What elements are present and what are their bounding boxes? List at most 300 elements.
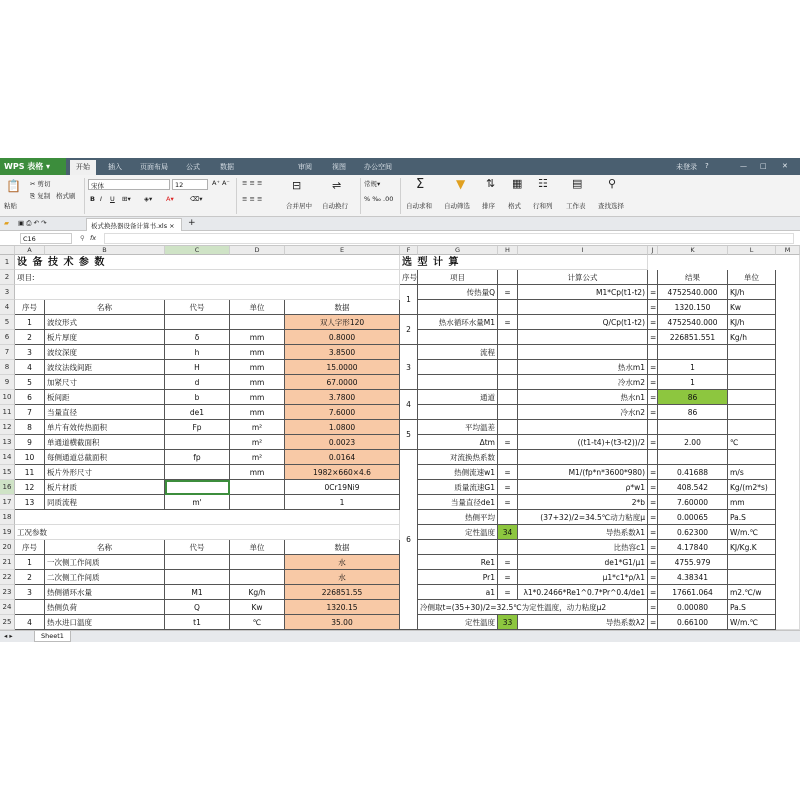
param-unit[interactable]: mm [230, 360, 285, 375]
condition-value[interactable]: 35.00 [285, 615, 400, 630]
calc-unit[interactable] [728, 375, 776, 390]
paste-button[interactable]: 粘贴 [4, 202, 17, 210]
calc-unit[interactable]: KJ/Kg.K [728, 540, 776, 555]
calc-eq2[interactable] [648, 345, 658, 360]
row-header[interactable]: 15 [0, 465, 15, 480]
column-header[interactable]: B [45, 246, 165, 255]
row-header[interactable]: 20 [0, 540, 15, 555]
column-header[interactable]: E [285, 246, 400, 255]
calc-result[interactable]: 2.00 [658, 435, 728, 450]
row-header[interactable]: 11 [0, 405, 15, 420]
calc-header[interactable]: 结果 [658, 270, 728, 285]
format-icon[interactable]: ▦ [512, 177, 523, 190]
calc-eq2[interactable]: = [648, 510, 658, 525]
calc-unit[interactable]: m2.℃/w [728, 585, 776, 600]
column-m[interactable] [776, 255, 800, 630]
worksheet-icon[interactable]: ▤ [572, 177, 583, 190]
calc-unit[interactable]: Pa.S [728, 510, 776, 525]
row-header[interactable]: 17 [0, 495, 15, 510]
row-header[interactable]: 12 [0, 420, 15, 435]
calc-formula[interactable]: M1/(fp*n*3600*980) [518, 465, 648, 480]
calc-formula[interactable] [518, 450, 648, 465]
column-header[interactable]: M [776, 246, 800, 255]
param-unit[interactable]: mm [230, 330, 285, 345]
font-size-select[interactable]: 12 [172, 179, 208, 190]
param-value[interactable]: 双人字形120 [285, 315, 400, 330]
calc-result[interactable]: 86 [658, 390, 728, 405]
app-menu-button[interactable]: WPS 表格 ▾ [0, 158, 66, 175]
font-color-icon[interactable]: A▾ [166, 195, 174, 203]
minimize-icon[interactable]: — [740, 162, 747, 170]
calc-eq[interactable] [498, 300, 518, 315]
calc-item[interactable]: 传热量Q [418, 285, 498, 300]
calc-eq[interactable] [498, 345, 518, 360]
calc-unit[interactable]: Kw [728, 300, 776, 315]
calc-unit[interactable]: KJ/h [728, 315, 776, 330]
empty-row[interactable] [15, 510, 400, 525]
calc-formula[interactable]: de1*G1/μ1 [518, 555, 648, 570]
param-code[interactable]: Fp [165, 420, 230, 435]
calc-eq2[interactable]: = [648, 285, 658, 300]
column-header[interactable]: L [728, 246, 776, 255]
calc-eq[interactable]: 33 [498, 615, 518, 630]
calc-header[interactable] [648, 270, 658, 285]
param-unit[interactable]: mm [230, 405, 285, 420]
row-no[interactable]: 2 [15, 330, 45, 345]
sigma-icon[interactable]: Σ [416, 177, 425, 192]
param-value[interactable]: 15.0000 [285, 360, 400, 375]
zoom-icon[interactable]: ⚲ [80, 234, 85, 242]
row-header[interactable]: 18 [0, 510, 15, 525]
param-unit[interactable]: mm [230, 375, 285, 390]
calc-item[interactable] [418, 300, 498, 315]
selected-cell[interactable] [165, 480, 230, 495]
calc-eq2[interactable]: = [648, 525, 658, 540]
calc-eq2[interactable] [648, 420, 658, 435]
login-status[interactable]: 未登录 [676, 163, 697, 171]
row-no[interactable]: 12 [15, 480, 45, 495]
calc-eq[interactable]: = [498, 495, 518, 510]
calc-formula[interactable]: 导热系数λ2 [518, 615, 648, 630]
param-code[interactable]: δ [165, 330, 230, 345]
calc-result[interactable]: 4752540.000 [658, 285, 728, 300]
copy-button[interactable]: ⎘ 复制 [30, 192, 51, 200]
conditions-label[interactable]: 工况参数 [15, 525, 400, 540]
tab-insert[interactable]: 插入 [108, 163, 122, 171]
condition-name[interactable]: 热侧负荷 [45, 600, 165, 615]
calc-formula[interactable] [518, 330, 648, 345]
param-name[interactable]: 每侧通道总截面积 [45, 450, 165, 465]
bold-icon[interactable]: B [90, 195, 95, 203]
align-left-icon[interactable]: ≡ ≡ ≡ [242, 195, 263, 203]
row-header[interactable]: 16 [0, 480, 15, 495]
folder-icon[interactable]: ▰ [4, 219, 9, 227]
row-no[interactable]: 3 [15, 345, 45, 360]
param-value[interactable]: 1982×660×4.6 [285, 465, 400, 480]
close-icon[interactable]: ✕ [782, 162, 788, 170]
number-format-icon[interactable]: 常规▾ [364, 180, 381, 188]
calc-formula[interactable]: 导热系数λ1 [518, 525, 648, 540]
row-no[interactable]: 8 [15, 420, 45, 435]
calc-result[interactable]: 4.17840 [658, 540, 728, 555]
calc-header[interactable]: 序号 [400, 270, 418, 285]
tab-view[interactable]: 视图 [332, 163, 346, 171]
autofilter-button[interactable]: 自动筛选 [444, 202, 470, 210]
row-header[interactable]: 21 [0, 555, 15, 570]
column-header[interactable]: D [230, 246, 285, 255]
align-top-icon[interactable]: ≡ ≡ ≡ [242, 179, 263, 187]
row-no[interactable]: 6 [15, 390, 45, 405]
calc-result[interactable]: 4752540.000 [658, 315, 728, 330]
row-no[interactable]: 3 [15, 585, 45, 600]
calc-unit[interactable]: Kg/h [728, 330, 776, 345]
calc-item[interactable]: 热侧流速w1 [418, 465, 498, 480]
param-name[interactable]: 加紧尺寸 [45, 375, 165, 390]
param-value[interactable]: 0.0023 [285, 435, 400, 450]
border-icon[interactable]: ⊞▾ [122, 195, 131, 203]
calc-result[interactable]: 4755.979 [658, 555, 728, 570]
calc-unit[interactable]: Kg/(m2*s) [728, 480, 776, 495]
wrap-text-button[interactable]: 自动换行 [322, 202, 348, 210]
find-select-button[interactable]: 查找选择 [598, 202, 624, 210]
calc-eq[interactable]: 34 [498, 525, 518, 540]
row-header[interactable]: 23 [0, 585, 15, 600]
table-header[interactable]: 数据 [285, 300, 400, 315]
param-name[interactable]: 波纹深度 [45, 345, 165, 360]
percent-icon[interactable]: % ‰ .00 [364, 195, 394, 203]
column-header[interactable]: K [658, 246, 728, 255]
sheet-nav-icon[interactable]: ◂ ▸ [4, 632, 13, 640]
row-no[interactable]: 9 [15, 435, 45, 450]
condition-unit[interactable] [230, 570, 285, 585]
calc-eq[interactable] [498, 405, 518, 420]
condition-value[interactable]: 1320.15 [285, 600, 400, 615]
sheet-tab[interactable]: Sheet1 [34, 631, 71, 642]
tab-home[interactable]: 开始 [70, 160, 96, 175]
calc-result[interactable]: 226851.551 [658, 330, 728, 345]
calc-unit[interactable] [728, 570, 776, 585]
calc-header[interactable] [498, 270, 518, 285]
table-header[interactable]: 代号 [165, 300, 230, 315]
condition-name[interactable]: 一次侧工作间质 [45, 555, 165, 570]
binoculars-icon[interactable]: ⚲ [608, 177, 617, 190]
row-no[interactable]: 7 [15, 405, 45, 420]
block-no[interactable]: 3 [400, 345, 418, 390]
calc-unit[interactable]: KJ/h [728, 285, 776, 300]
param-code[interactable]: h [165, 345, 230, 360]
calc-unit[interactable]: W/m.℃ [728, 525, 776, 540]
param-name[interactable]: 单片有效传热面积 [45, 420, 165, 435]
calc-unit[interactable]: Pa.S [728, 600, 776, 615]
condition-code[interactable]: M1 [165, 585, 230, 600]
row-header[interactable]: 5 [0, 315, 15, 330]
row-no[interactable]: 2 [15, 570, 45, 585]
condition-code[interactable]: t1 [165, 615, 230, 630]
row-header[interactable]: 1 [0, 255, 15, 270]
param-name[interactable]: 波纹形式 [45, 315, 165, 330]
calc-eq[interactable]: = [498, 465, 518, 480]
param-code[interactable]: m' [165, 495, 230, 510]
row-header[interactable]: 2 [0, 270, 15, 285]
row-header[interactable]: 10 [0, 390, 15, 405]
calc-result[interactable]: 0.41688 [658, 465, 728, 480]
param-name[interactable]: 板片厚度 [45, 330, 165, 345]
condition-code[interactable] [165, 570, 230, 585]
row-no[interactable]: 4 [15, 360, 45, 375]
block-no[interactable]: 5 [400, 420, 418, 450]
calc-formula[interactable] [518, 300, 648, 315]
condition-name[interactable]: 热侧循环水量 [45, 585, 165, 600]
calc-result[interactable] [658, 345, 728, 360]
name-box[interactable]: C16 [20, 233, 72, 244]
condition-unit[interactable] [230, 555, 285, 570]
wrap-icon[interactable]: ⇌ [332, 179, 342, 192]
select-all-corner[interactable] [0, 246, 15, 255]
calc-unit[interactable] [728, 360, 776, 375]
font-name-select[interactable]: 宋体 [88, 179, 170, 190]
sheet-grid[interactable] [0, 246, 800, 630]
calc-eq2[interactable]: = [648, 360, 658, 375]
calc-unit[interactable] [728, 555, 776, 570]
tab-page-layout[interactable]: 页面布局 [140, 163, 168, 171]
param-code[interactable] [165, 435, 230, 450]
calc-eq2[interactable] [648, 450, 658, 465]
row-header[interactable]: 3 [0, 285, 15, 300]
sort-icon[interactable]: ⇅ [486, 177, 496, 190]
param-name[interactable]: 波纹法线间距 [45, 360, 165, 375]
row-header[interactable]: 7 [0, 345, 15, 360]
document-tab[interactable]: 板式换热器设备计算书.xls × [86, 218, 182, 231]
table-header[interactable]: 名称 [45, 300, 165, 315]
calc-formula[interactable] [518, 345, 648, 360]
column-header[interactable]: G [418, 246, 498, 255]
calc-result[interactable]: 408.542 [658, 480, 728, 495]
calc-eq2[interactable]: = [648, 330, 658, 345]
merge-icon[interactable]: ⊟ [292, 179, 302, 192]
calc-item[interactable]: Re1 [418, 555, 498, 570]
block-no[interactable]: 1 [400, 285, 418, 315]
param-unit[interactable]: m² [230, 435, 285, 450]
condition-unit[interactable]: ℃ [230, 615, 285, 630]
calc-unit[interactable] [728, 420, 776, 435]
row-header[interactable]: 22 [0, 570, 15, 585]
param-value[interactable]: 0Cr19Ni9 [285, 480, 400, 495]
calc-unit[interactable]: mm [728, 495, 776, 510]
calc-formula[interactable]: Q/Cp(t1-t2) [518, 315, 648, 330]
tab-data[interactable]: 数据 [220, 163, 234, 171]
param-unit[interactable]: m² [230, 450, 285, 465]
param-unit[interactable] [230, 495, 285, 510]
table-header[interactable]: 序号 [15, 300, 45, 315]
calc-unit[interactable] [728, 390, 776, 405]
calc-eq[interactable]: = [498, 315, 518, 330]
calc-item[interactable]: Δtm [418, 435, 498, 450]
calc-item[interactable]: 通道 [418, 390, 498, 405]
format-painter-button[interactable]: 格式刷 [56, 192, 76, 200]
calc-item[interactable]: 热水循环水量M1 [418, 315, 498, 330]
calc-item[interactable]: 当量直径de1 [418, 495, 498, 510]
calc-unit[interactable] [728, 345, 776, 360]
calc-header[interactable]: 计算公式 [518, 270, 648, 285]
clear-format-icon[interactable]: ⌫▾ [190, 195, 203, 203]
calc-item[interactable]: a1 [418, 585, 498, 600]
row-header[interactable]: 9 [0, 375, 15, 390]
calc-result[interactable] [658, 420, 728, 435]
calc-unit[interactable]: W/m.℃ [728, 615, 776, 630]
calc-item[interactable]: 冷侧取t=(35+30)/2=32.5℃为定性温度，动力粘度μ2 [418, 600, 648, 615]
tab-formulas[interactable]: 公式 [186, 163, 200, 171]
calc-item[interactable] [418, 330, 498, 345]
block-no[interactable]: 6 [400, 450, 418, 630]
row-header[interactable]: 25 [0, 615, 15, 630]
row-header[interactable]: 6 [0, 330, 15, 345]
calc-eq[interactable] [498, 420, 518, 435]
column-header[interactable]: A [15, 246, 45, 255]
calc-formula[interactable]: λ1*0.2466*Re1^0.7*Pr^0.4/de1 [518, 585, 648, 600]
calc-eq[interactable] [498, 330, 518, 345]
right-title[interactable]: 选 型 计 算 [400, 255, 648, 270]
calc-item[interactable]: 定性温度 [418, 525, 498, 540]
param-value[interactable]: 0.0164 [285, 450, 400, 465]
table-header[interactable]: 序号 [15, 540, 45, 555]
calc-eq2[interactable]: = [648, 375, 658, 390]
calc-eq[interactable]: = [498, 585, 518, 600]
italic-icon[interactable]: I [100, 195, 102, 203]
autosum-button[interactable]: 自动求和 [406, 202, 432, 210]
calc-unit[interactable] [728, 405, 776, 420]
condition-code[interactable]: Q [165, 600, 230, 615]
calc-formula[interactable]: 冷水m2 [518, 375, 648, 390]
param-value[interactable]: 7.6000 [285, 405, 400, 420]
param-unit[interactable]: mm [230, 390, 285, 405]
calc-item[interactable] [418, 540, 498, 555]
left-title[interactable]: 设 备 技 术 参 数 [15, 255, 400, 270]
param-name[interactable]: 单通道横截面积 [45, 435, 165, 450]
calc-eq2[interactable]: = [648, 300, 658, 315]
empty-row[interactable] [15, 285, 400, 300]
calc-unit[interactable] [728, 450, 776, 465]
calc-formula[interactable]: 比热容c1 [518, 540, 648, 555]
condition-unit[interactable]: Kw [230, 600, 285, 615]
param-unit[interactable]: mm [230, 345, 285, 360]
row-no[interactable]: 4 [15, 615, 45, 630]
column-header[interactable]: I [518, 246, 648, 255]
calc-eq[interactable] [498, 375, 518, 390]
font-grow-icon[interactable]: A⁺ A⁻ [212, 179, 230, 187]
row-no[interactable] [15, 600, 45, 615]
condition-unit[interactable]: Kg/h [230, 585, 285, 600]
calc-result[interactable]: 1 [658, 360, 728, 375]
row-no[interactable]: 1 [15, 555, 45, 570]
calc-item[interactable]: 定性温度 [418, 615, 498, 630]
calc-unit[interactable]: m/s [728, 465, 776, 480]
calc-eq[interactable] [498, 540, 518, 555]
calc-result[interactable]: 4.38341 [658, 570, 728, 585]
maximize-icon[interactable]: □ [760, 162, 767, 170]
calc-eq[interactable]: = [498, 555, 518, 570]
block-no[interactable]: 4 [400, 390, 418, 420]
rowcol-button[interactable]: 行和列 [533, 202, 553, 210]
row-header[interactable]: 19 [0, 525, 15, 540]
row-header[interactable]: 24 [0, 600, 15, 615]
worksheet-button[interactable]: 工作表 [566, 202, 586, 210]
calc-eq2[interactable]: = [648, 570, 658, 585]
condition-value[interactable]: 226851.55 [285, 585, 400, 600]
calc-eq[interactable] [498, 510, 518, 525]
new-tab-icon[interactable]: + [188, 218, 196, 228]
row-header[interactable]: 14 [0, 450, 15, 465]
row-header[interactable]: 8 [0, 360, 15, 375]
calc-formula[interactable] [518, 420, 648, 435]
param-code[interactable]: H [165, 360, 230, 375]
table-header[interactable]: 名称 [45, 540, 165, 555]
row-header[interactable]: 13 [0, 435, 15, 450]
param-name[interactable]: 同质流程 [45, 495, 165, 510]
calc-item[interactable]: 流程 [418, 345, 498, 360]
calc-formula[interactable]: 热水m1 [518, 360, 648, 375]
condition-value[interactable]: 水 [285, 570, 400, 585]
column-header[interactable]: J [648, 246, 658, 255]
calc-eq2[interactable]: = [648, 540, 658, 555]
param-code[interactable] [165, 315, 230, 330]
param-value[interactable]: 3.7800 [285, 390, 400, 405]
fx-icon[interactable]: fx [90, 234, 97, 242]
calc-eq2[interactable]: = [648, 315, 658, 330]
calc-result[interactable]: 0.66100 [658, 615, 728, 630]
param-unit[interactable] [230, 480, 285, 495]
calc-eq[interactable]: = [498, 285, 518, 300]
param-code[interactable]: b [165, 390, 230, 405]
row-no[interactable]: 5 [15, 375, 45, 390]
param-code[interactable] [165, 465, 230, 480]
calc-item[interactable]: 质量流速G1 [418, 480, 498, 495]
condition-name[interactable]: 热水进口温度 [45, 615, 165, 630]
calc-unit[interactable]: ℃ [728, 435, 776, 450]
calc-formula[interactable]: 热水n1 [518, 390, 648, 405]
calc-eq[interactable] [498, 360, 518, 375]
column-header[interactable]: C [165, 246, 230, 255]
calc-eq[interactable] [498, 450, 518, 465]
calc-formula[interactable]: μ1*c1*ρ/λ1 [518, 570, 648, 585]
calc-eq2[interactable]: = [648, 390, 658, 405]
merge-center-button[interactable]: 合并居中 [286, 202, 312, 210]
row-no[interactable]: 13 [15, 495, 45, 510]
calc-item[interactable]: 平均温差 [418, 420, 498, 435]
row-no[interactable]: 10 [15, 450, 45, 465]
calc-result[interactable]: 86 [658, 405, 728, 420]
table-header[interactable]: 单位 [230, 540, 285, 555]
param-unit[interactable]: m² [230, 420, 285, 435]
format-button[interactable]: 格式 [508, 202, 521, 210]
table-header[interactable]: 单位 [230, 300, 285, 315]
cut-button[interactable]: ✂ 剪切 [30, 180, 51, 188]
underline-icon[interactable]: U [110, 195, 115, 203]
calc-eq2[interactable]: = [648, 615, 658, 630]
calc-eq2[interactable]: = [648, 405, 658, 420]
calc-result[interactable]: 0.00065 [658, 510, 728, 525]
calc-formula[interactable]: (37+32)/2=34.5℃动力粘度μ [518, 510, 648, 525]
calc-item[interactable] [418, 375, 498, 390]
column-header[interactable]: H [498, 246, 518, 255]
calc-eq[interactable]: = [498, 570, 518, 585]
condition-name[interactable]: 二次侧工作间质 [45, 570, 165, 585]
param-unit[interactable] [230, 315, 285, 330]
param-code[interactable]: fp [165, 450, 230, 465]
param-value[interactable]: 1 [285, 495, 400, 510]
calc-formula[interactable]: ((t1-t4)+(t3-t2))/2 [518, 435, 648, 450]
condition-value[interactable]: 水 [285, 555, 400, 570]
condition-code[interactable] [165, 555, 230, 570]
